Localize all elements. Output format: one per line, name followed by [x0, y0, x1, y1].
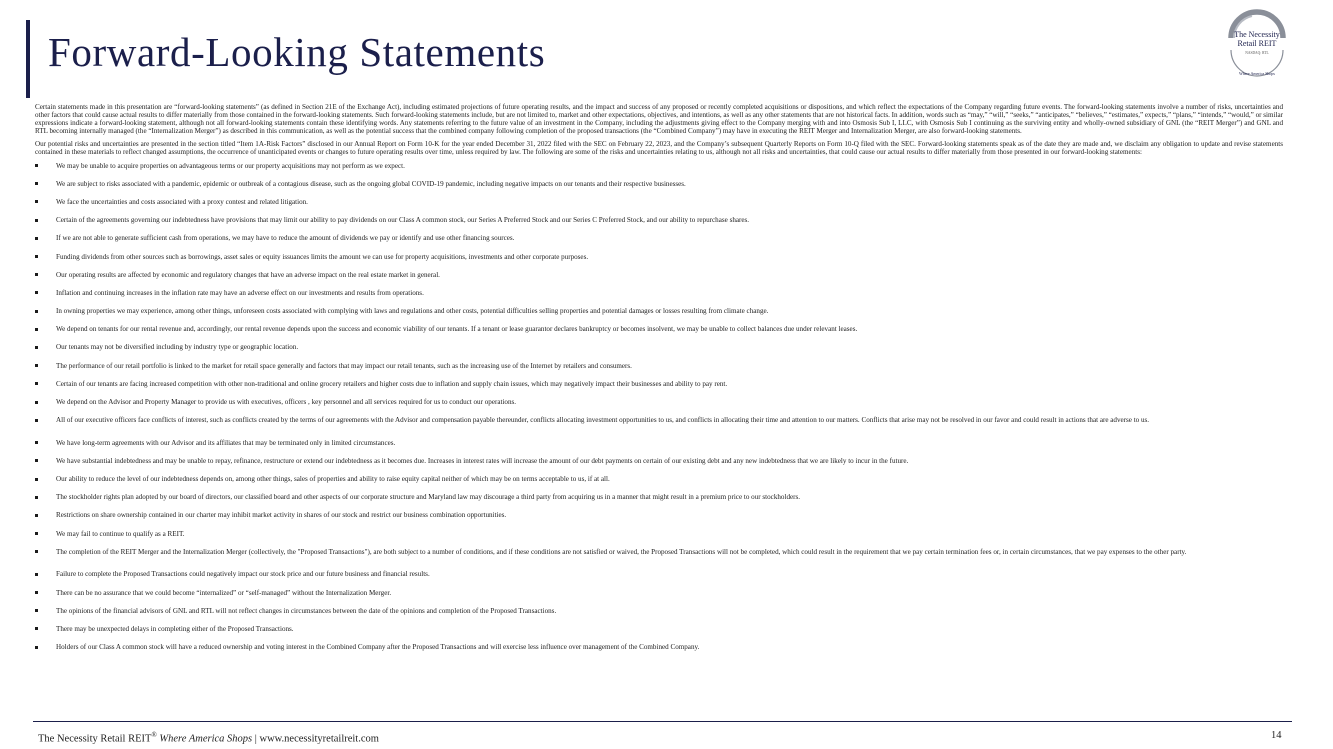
registered-mark: ®	[151, 731, 157, 739]
bullet-icon	[35, 459, 38, 462]
list-item: We may be unable to acquire properties on advantageous terms or our property acquisitions may not perform as we expect.	[35, 162, 1283, 180]
footer	[38, 731, 379, 745]
bullet-icon	[35, 364, 38, 367]
list-item: Failure to complete the Proposed Transactions could negatively impact our stock price and our future business and financial results.	[35, 570, 1283, 588]
list-item: Our ability to reduce the level of our indebtedness depends on, among other things, sales of properties and ability to raise equity capital neither of which may be on terms acceptable to us, if at all.	[35, 475, 1283, 493]
bullet-icon	[35, 550, 38, 553]
footer-url[interactable]: www.necessityretailreit.com	[259, 733, 379, 745]
list-item: Our tenants may not be diversified including by industry type or geographic location.	[35, 343, 1283, 361]
bullet-icon	[35, 291, 38, 294]
list-item: We depend on the Advisor and Property Manager to provide us with executives, officers , key personnel and all services required for us to conduct our operations.	[35, 398, 1283, 416]
bullet-icon	[35, 255, 38, 258]
bullet-icon	[35, 646, 38, 649]
disclaimer-body	[35, 103, 1283, 661]
bullet-icon	[35, 478, 38, 481]
bullet-icon	[35, 237, 38, 240]
bullet-icon	[35, 591, 38, 594]
list-item: We may fail to continue to qualify as a REIT.	[35, 530, 1283, 548]
bullet-icon	[35, 419, 38, 422]
footer-company: The Necessity Retail REIT	[38, 733, 152, 745]
bullet-icon	[35, 328, 38, 331]
list-item: Our operating results are affected by economic and regulatory changes that have an adverse impact on the real estate market in general.	[35, 271, 1283, 289]
bullet-icon	[35, 182, 38, 185]
list-item: Certain of the agreements governing our indebtedness have provisions that may limit our ability to pay dividends on our Class A common stock, our Series A Preferred Stock and our Series C Preferred Stock, and our ability to repurchase shares.	[35, 216, 1283, 234]
title-accent-bar	[26, 20, 30, 98]
bullet-icon	[35, 514, 38, 517]
list-item: The stockholder rights plan adopted by our board of directors, our classified board and other aspects of our corporate structure and Maryland law may discourage a third party from acquiring us in a manner that might result in a premium price to our stockholders.	[35, 493, 1283, 511]
bullet-icon	[35, 200, 38, 203]
footer-divider	[33, 721, 1292, 722]
risk-list	[35, 162, 1283, 662]
svg-text:NASDAQ: RTL: NASDAQ: RTL	[1245, 51, 1269, 55]
list-item: Inflation and continuing increases in the inflation rate may have an adverse effect on our investments and results from operations.	[35, 289, 1283, 307]
list-item: There can be no assurance that we could become “internalized” or “self-managed” without the Internalization Merger.	[35, 589, 1283, 607]
list-item: We are subject to risks associated with a pandemic, epidemic or outbreak of a contagious disease, such as the ongoing global COVID-19 pandemic, including negative impacts on our tenants and their respective businesses.	[35, 180, 1283, 198]
bullet-icon	[35, 164, 38, 167]
bullet-icon	[35, 532, 38, 535]
footer-tagline: Where America Shops	[159, 733, 253, 745]
bullet-icon	[35, 496, 38, 499]
company-logo	[1222, 8, 1292, 80]
bullet-icon	[35, 573, 38, 576]
svg-text:The Necessity: The Necessity	[1234, 30, 1280, 39]
list-item: In owning properties we may experience, among other things, unforeseen costs associated with complying with laws and regulations and other costs, potential difficulties selling properties and potential damages or losses resulting from climate change.	[35, 307, 1283, 325]
bullet-icon	[35, 441, 38, 444]
list-item: Funding dividends from other sources such as borrowings, asset sales or equity issuances limits the amount we can use for property acquisitions, investments and other corporate purposes.	[35, 253, 1283, 271]
bullet-icon	[35, 273, 38, 276]
svg-text:Retail REIT: Retail REIT	[1237, 39, 1277, 48]
list-item: We have substantial indebtedness and may be unable to repay, refinance, restructure or extend our indebtedness as it becomes due. Increases in interest rates will increase the amount of our debt payments on certain of our existing debt and any new indebtedness that we are likely to incur in the future.	[35, 457, 1283, 475]
bullet-icon	[35, 401, 38, 404]
risk-intro-paragraph: Our potential risks and uncertainties are presented in the section titled “Item 1A-Risk Factors” disclosed in our Annual Report on Form 10-K for the year ended December 31, 2022 filed with the SEC on February 22, 2023, and the Company’s subsequent Quarterly Reports on Form 10-Q filed with the SEC. Forward-looking statements speak as of the date they are made and, we disclaim any obligation to update and revise statements contained in these materials to reflect changed assumptions, the occurrence of unanticipated events or changes to future operating results over time, unless required by law. The following are some of the risks and uncertainties relating to us, although not all risks and uncertainties, that could cause our actual results to differ materially from those presented in our forward-looking statements:	[35, 140, 1283, 157]
bullet-icon	[35, 219, 38, 222]
bullet-icon	[35, 627, 38, 630]
bullet-icon	[35, 382, 38, 385]
bullet-icon	[35, 346, 38, 349]
list-item: The performance of our retail portfolio is linked to the market for retail space generally and factors that may impact our retail tenants, such as the increasing use of the Internet by retailers and consumers.	[35, 362, 1283, 380]
list-item: Holders of our Class A common stock will have a reduced ownership and voting interest in the Combined Company after the Proposed Transactions and will exercise less influence over management of the Combined Company.	[35, 643, 1283, 661]
page-number: 14	[1271, 730, 1282, 741]
list-item: There may be unexpected delays in completing either of the Proposed Transactions.	[35, 625, 1283, 643]
list-item: Certain of our tenants are facing increased competition with other non-traditional and online grocery retailers and higher costs due to inflation and supply chain issues, which may negatively impact their businesses and ability to pay rent.	[35, 380, 1283, 398]
list-item: The opinions of the financial advisors of GNL and RTL will not reflect changes in circumstances between the date of the opinions and completion of the Proposed Transactions.	[35, 607, 1283, 625]
list-item: We depend on tenants for our rental revenue and, accordingly, our rental revenue depends upon the success and economic viability of our tenants. If a tenant or lease guarantor declares bankruptcy or becomes insolvent, we may be unable to collect balances due under relevant leases.	[35, 325, 1283, 343]
bullet-icon	[35, 609, 38, 612]
list-item: Restrictions on share ownership contained in our charter may inhibit market activity in shares of our stock and restrict our business combination opportunities.	[35, 511, 1283, 529]
list-item: If we are not able to generate sufficient cash from operations, we may have to reduce the amount of dividends we pay or identify and use other financing sources.	[35, 234, 1283, 252]
svg-text:Where America Shops: Where America Shops	[1239, 71, 1275, 76]
list-item: We face the uncertainties and costs associated with a proxy contest and related litigation.	[35, 198, 1283, 216]
page-title: Forward-Looking Statements	[48, 29, 546, 75]
intro-paragraph: Certain statements made in this presentation are “forward-looking statements” (as defined in Section 21E of the Exchange Act), including estimated projections of future operating results, and the impact and success of any proposed or recently completed acquisitions or dispositions, and which reflect the expectations of the Company regarding future events. The forward-looking statements involve a number of risks, uncertainties and other factors that could cause actual results to differ materially from those contained in the forward-looking statements. Such forward-looking statements include, but are not limited to, market and other expectations, objectives, and intentions, as well as any other statements that are not historical facts. In addition, words such as “may,” “will,” “seeks,” “anticipates,” “believes,” “estimates,” expects,” “plans,” “intends,” “would,” or similar expressions indicate a forward-looking statement, although not all forward-looking statements contain these identifying words. Any statements referring to the future value of an investment in the Company, including the adjustments giving effect to the Company merging with and into Osmosis Sub I, LLC, with Osmosis Sub I continuing as the surviving entity and wholly-owned subsidiary of GNL (the “REIT Merger”) and GNL and RTL becoming internally managed (the “Internalization Merger”) as described in this communication, as well as the potential success that the combined company following completion of the proposed transactions (the “Combined Company”) may have in executing the REIT Merger and Internalization Merger, are also forward-looking statements.	[35, 103, 1283, 136]
list-item: We have long-term agreements with our Advisor and its affiliates that may be terminated only in limited circumstances.	[35, 439, 1283, 457]
list-item: The completion of the REIT Merger and the Internalization Merger (collectively, the "Proposed Transactions"), are both subject to a number of conditions, and if these conditions are not satisfied or waived, the Proposed Transactions will not be completed, which could result in the requirement that we pay certain termination fees or, in certain circumstances, that we pay expenses to the other party.	[35, 548, 1283, 571]
list-item: All of our executive officers face conflicts of interest, such as conflicts created by the terms of our agreements with the Advisor and compensation payable thereunder, conflicts allocating investment opportunities to us, and conflicts in allocating their time and attention to our matters. Conflicts that arise may not be resolved in our favor and could result in actions that are adverse to us.	[35, 416, 1283, 439]
footer-separator: |	[254, 733, 257, 745]
bullet-icon	[35, 310, 38, 313]
